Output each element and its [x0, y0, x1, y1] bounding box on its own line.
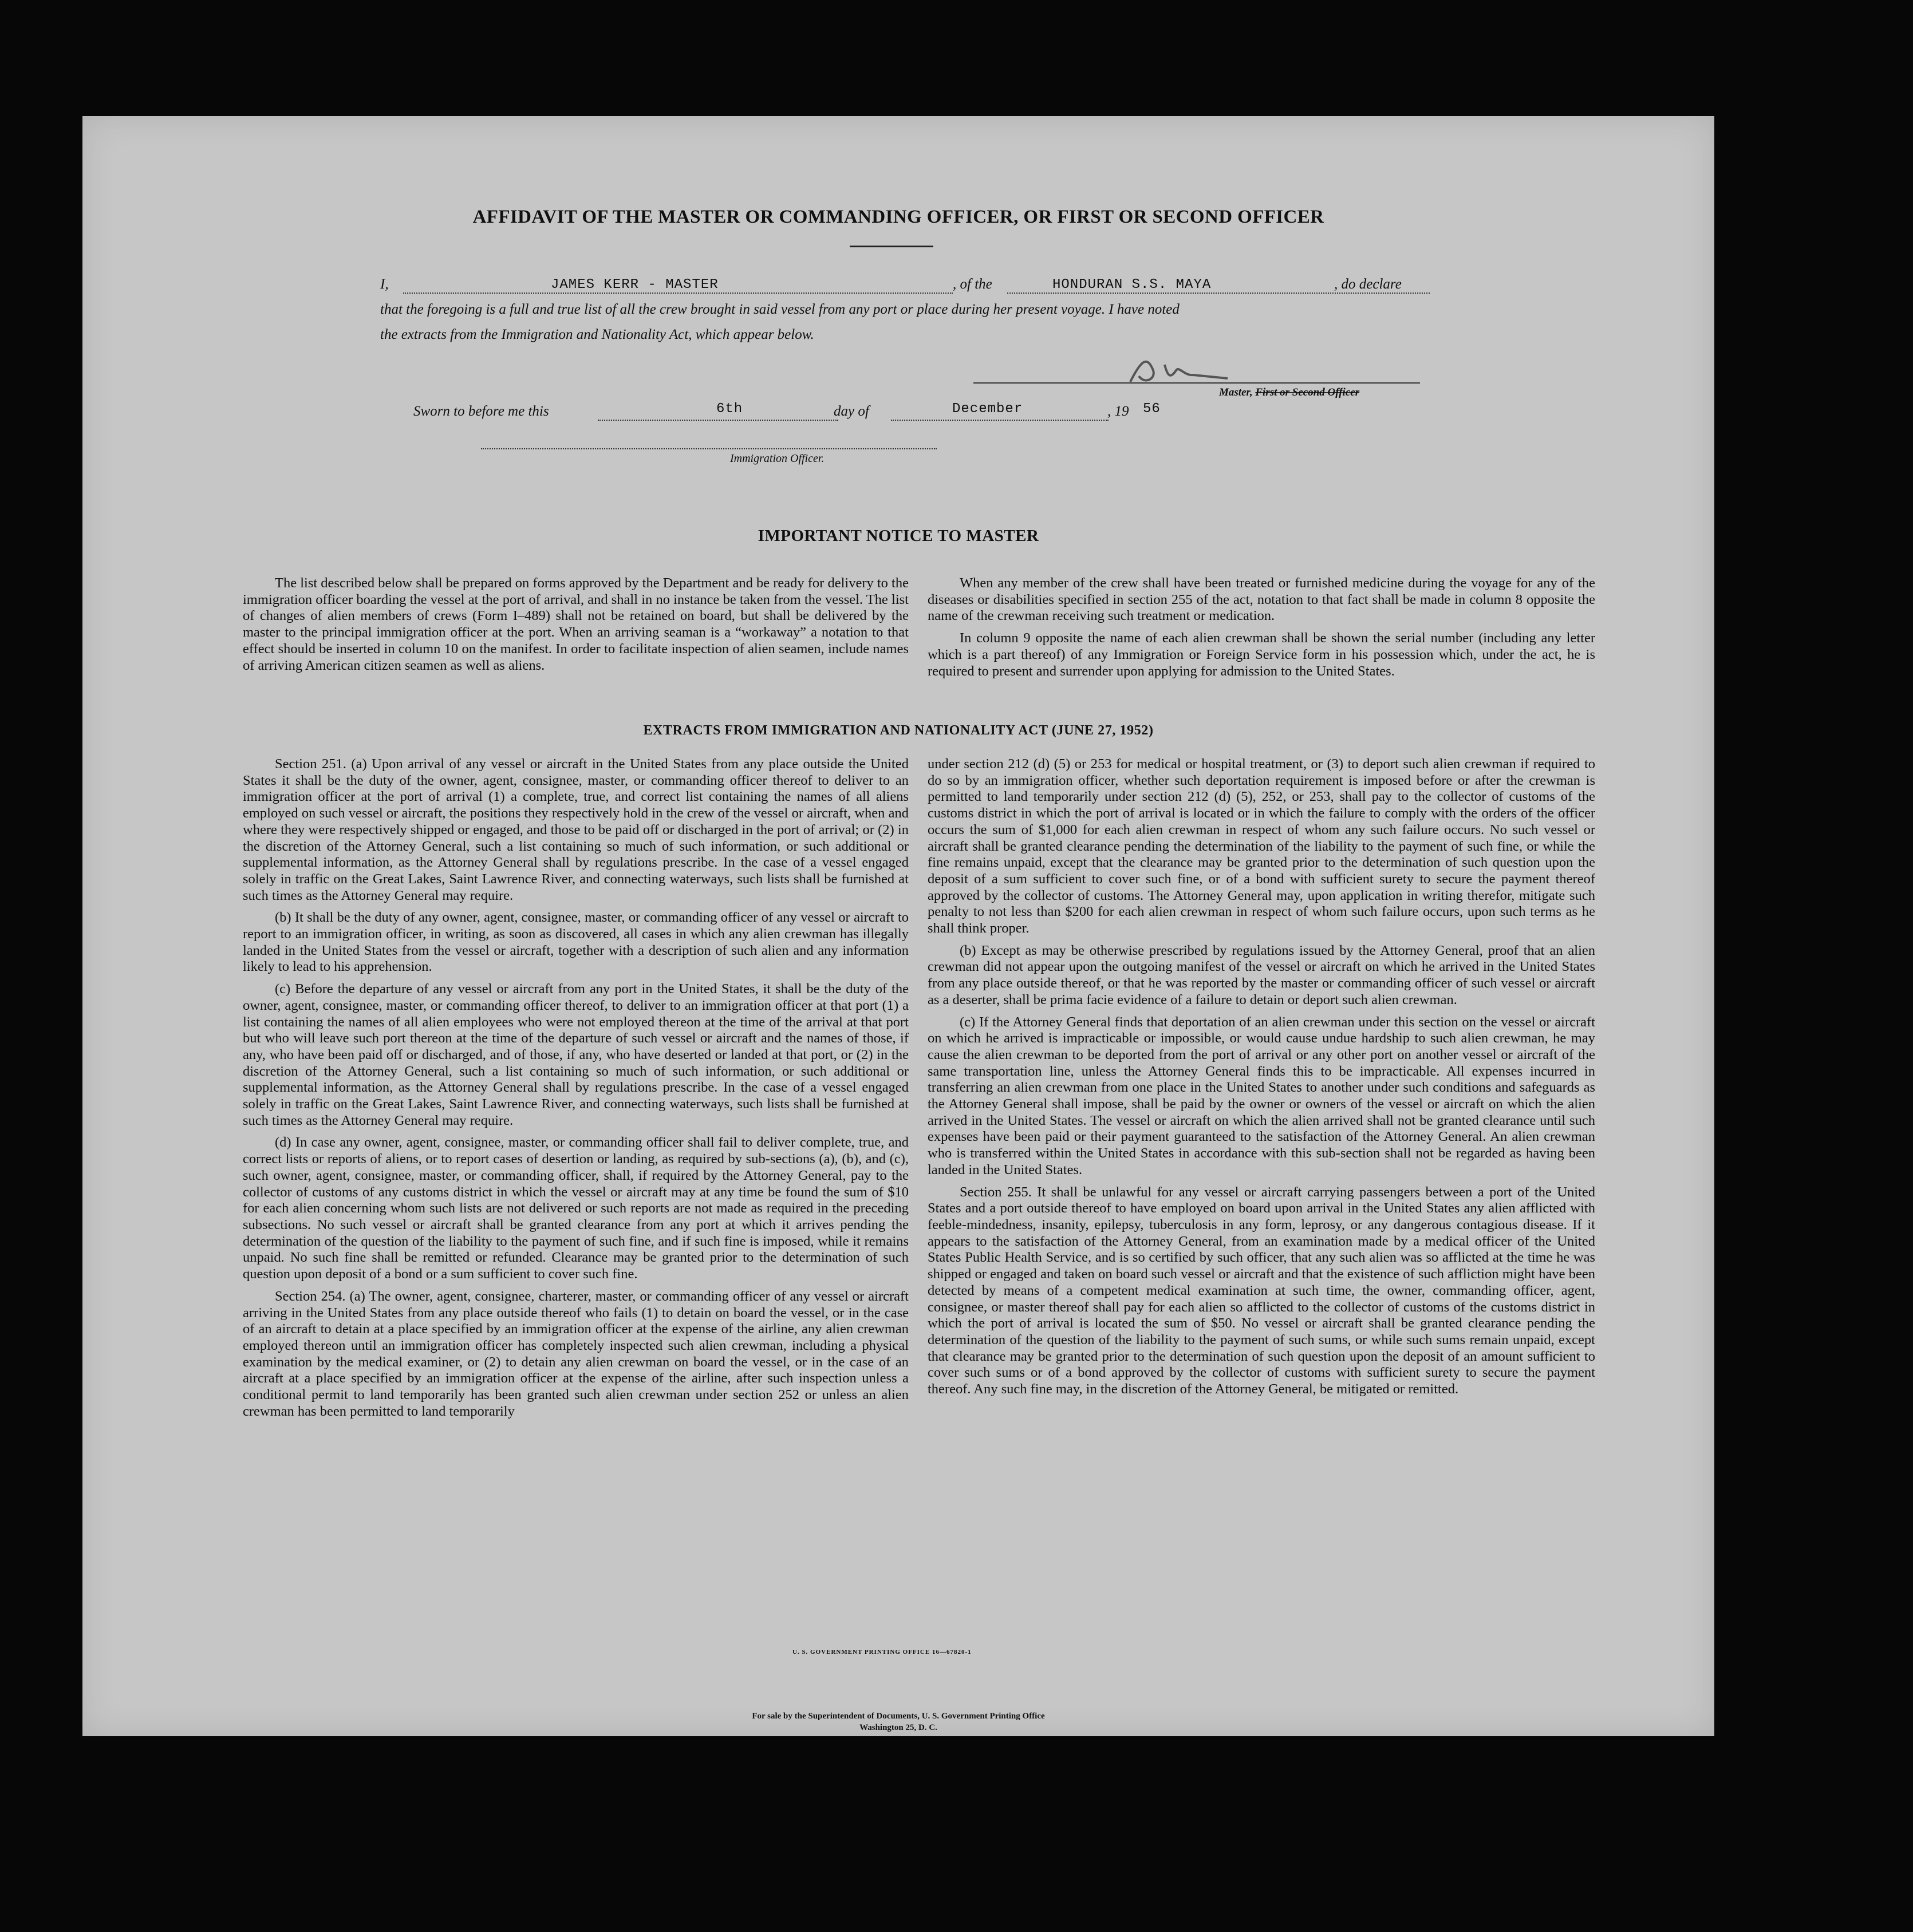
sworn-label: Sworn to before me this — [413, 404, 549, 419]
notice-right-paragraph-2: In column 9 opposite the name of each alien crewman shall be shown the serial number (including any letter which is a part thereof) of any Immigration or Foreign Service form in his possession which, under the act, he is required to present and surrender upon applying for admission to the United States. — [928, 630, 1595, 679]
day-of-label: day of — [834, 404, 869, 419]
day-field[interactable]: 6th — [716, 401, 743, 417]
extract-section-254a: Section 254. (a) The owner, agent, consignee, charterer, master, or commanding officer of any vessel or aircraft arriving in the United States from any place outside thereof who fails (1) to detain on board the vessel, or in the case of an aircraft to detain at a place specified by an immigration officer at the expense of the airline, any alien crewman employed thereon until an immigration officer has completely inspected such alien crewman, including a physical examination by the medical examiner, or (2) to detain any alien crewman on board the vessel, or in the case of an aircraft at a place specified by an immigration officer at the expense of the airline, after such inspection unless a conditional permit to land temporarily has been granted such alien crewman under section 252 or unless an alien crewman has been permitted to land temporarily — [243, 1288, 909, 1419]
immigration-officer-caption: Immigration Officer. — [730, 452, 825, 465]
vessel-name-field[interactable]: HONDURAN S.S. MAYA — [1052, 277, 1212, 293]
notice-left-column — [243, 575, 909, 679]
notice-heading: IMPORTANT NOTICE TO MASTER — [758, 527, 1039, 545]
extract-section-254c: (c) If the Attorney General finds that deportation of an alien crewman under this section on the vessel or aircraft on which he arrived is impracticable or impossible, or would cause undue hardship to such alien crewman, he may cause the alien crewman to be deported from the port of arrival or any other port on another vessel or aircraft of the same transportation line, unless the Attorney General finds this to be impracticable. All expenses incurred in transferring an alien crewman from one place in the United States to another under such conditions and safeguards as the Attorney General shall impose, shall be paid by the owner or owners of the vessel or aircraft on which the alien arrived in the United States. The vessel or aircraft on which the alien arrived shall not be granted clearance until such expenses have been paid or their payment guaranteed to the satisfaction of the Attorney General. An alien crewman who is transferred within the United States in accordance with this sub-section shall not be regarded as having been landed in the United States. — [928, 1014, 1595, 1178]
signer-caption — [1219, 386, 1359, 399]
gpo-imprint: U. S. GOVERNMENT PRINTING OFFICE 16—67820-1 — [792, 1649, 972, 1656]
sale-notice-line-2: Washington 25, D. C. — [859, 1723, 937, 1732]
extract-section-251c: (c) Before the departure of any vessel or aircraft from any port in the United States, it shall be the duty of the owner, agent, consignee, master, or commanding officer thereof, to deliver to an immigration officer at that port (1) a list containing the names of all alien employees who were not employed thereon at the time of the arrival at that port but who will leave such port thereon at the time of the departure of such vessel or aircraft and the names of those, if any, who have been paid off or discharged, and of those, if any, who have deserted or landed at that port, or (2) in the discretion of the Attorney General, such a list containing so much of such information, or such additional or supplemental information, as the Attorney General shall by regulations prescribe. In the case of a vessel engaged solely in traffic on the Great Lakes, Saint Lawrence River, and connecting waterways, such lists shall be furnished at such times as the Attorney General may require. — [243, 981, 909, 1128]
master-name-field[interactable]: JAMES KERR - MASTER — [551, 277, 719, 293]
extracts-heading: EXTRACTS FROM IMMIGRATION AND NATIONALITY ACT (JUNE 27, 1952) — [643, 723, 1154, 738]
extract-section-255: Section 255. It shall be unlawful for any vessel or aircraft carrying passengers between a port of the United States and a port outside thereof to have employed on board upon arrival in the United States any alien afflicted with feeble-mindedness, insanity, epilepsy, tuberculosis in any form, leprosy, or any dangerous contagious disease. If it appears to the satisfaction of the Attorney General, from an examination made by a medical officer of the United States Public Health Service, and is so certified by such officer, that any such alien was so afflicted at the time he was shipped or engaged and taken on board such vessel or aircraft and that the existence of such affliction might have been detected by means of a competent medical examination at such time, the owner, commanding officer, agent, consignee, or master thereof shall pay for each alien so afflicted to the collector of customs of the customs district in which the port of arrival is located the sum of $50. No vessel or aircraft shall be granted clearance pending the determination of the question of the liability to the payment of such sums, or while such sums remain unpaid, except that clearance may be granted prior to the determination of such question upon the deposit of an amount sufficient to cover such sums or of a bond approved by the collector of customs with sufficient surety to secure the payment thereof. Any such fine may, in the discretion of the Attorney General, be mitigated or remitted. — [928, 1184, 1595, 1397]
month-field[interactable]: December — [952, 401, 1023, 417]
heading-rule — [850, 246, 933, 247]
signature-scribble — [1113, 353, 1285, 388]
extracts-left-column — [243, 756, 909, 1425]
i-label: I, — [380, 276, 389, 292]
form-sheet — [82, 116, 1714, 1736]
of-the-label: , of the — [953, 276, 992, 292]
declaration-line-1: that the foregoing is a full and true list of all the crew brought in said vessel from any port or place during her present voyage. I have noted — [380, 302, 1180, 317]
notice-left-paragraph: The list described below shall be prepared on forms approved by the Department and be ready for delivery to the immigration officer boarding the vessel at the port of arrival, and shall in no instance be taken from the vessel. The list of changes of alien members of crews (Form I–489) shall not be retained on board, but shall be delivered by the master to the principal immigration officer at the port. When an arriving seaman is a “workaway” a notation to that effect should be inserted in column 10 on the manifest. In order to facilitate inspection of alien seamen, include names of arriving American citizen seamen as well as aliens. — [243, 575, 909, 673]
extracts-right-column — [928, 756, 1595, 1404]
do-declare-label: , do declare — [1334, 276, 1402, 292]
notice-right-paragraph-1: When any member of the crew shall have been treated or furnished medicine during the voyage for any of the diseases or disabilities specified in section 255 of the act, notation to that fact shall be made in column 8 opposite the name of the crewman receiving such treatment or medication. — [928, 575, 1595, 624]
extract-section-251a: Section 251. (a) Upon arrival of any vessel or aircraft in the United States from any place outside the United States it shall be the duty of the owner, agent, consignee, master, or commanding officer thereof to deliver to an immigration officer at the port of arrival (1) a complete, true, and correct list containing the names of all aliens employed on such vessel or aircraft, the positions they respectively hold in the crew of the vessel or aircraft, when and where they were respectively shipped or engaged, and those to be paid off or discharged in the port of arrival; or (2) in the discretion of the Attorney General, such a list containing so much of such information, or such additional or supplemental information, as the Attorney General shall by regulations prescribe. In the case of a vessel engaged solely in traffic on the Great Lakes, Saint Lawrence River, and connecting waterways, such lists shall be furnished at such times as the Attorney General may require. — [243, 756, 909, 903]
year-field[interactable]: 56 — [1143, 401, 1161, 417]
declaration-line-2: the extracts from the Immigration and Nationality Act, which appear below. — [380, 327, 814, 342]
extract-section-254b: (b) Except as may be otherwise prescribed by regulations issued by the Attorney General, proof that an alien crewman did not appear upon the outgoing manifest of the vessel or aircraft on which he arrived in the United States from any place outside thereof, or that he was reported by the master or commanding officer of such vessel or aircraft as a deserter, shall be prima facie evidence of a failure to detain or deport such alien crewman. — [928, 942, 1595, 1008]
signer-caption-struck: First or Second Officer — [1255, 386, 1360, 398]
extract-section-254a-cont: under section 212 (d) (5) or 253 for medical or hospital treatment, or (3) to deport such alien crewman if required to do so by an immigration officer, whether such deportation requirement is imposed before or after the crewman is permitted to land temporarily under section 212 (d) (5), 252, or 253, shall pay to the collector of customs of the customs district in which the port of arrival is located or in which the failure to comply with the orders of the officer occurs the sum of $1,000 for each alien crewman in respect of whom any such failure occurs. No such vessel or aircraft shall be granted clearance pending the determination of the liability to the payment of such fine, or while the fine remains unpaid, except that the clearance may be granted prior to the determination of such question upon the deposit of a sum sufficient to cover such fine, or of a bond with sufficient surety to secure the payment thereof approved by the collector of customs. The Attorney General may, upon application in writing therefor, mitigate such penalty to not less than $200 for each alien crewman in respect of whom such failure occurs, upon such terms as he shall think proper. — [928, 756, 1595, 937]
signer-caption-master: Master, — [1219, 386, 1253, 398]
day-field-line — [598, 420, 838, 421]
officer-signature-line — [481, 448, 937, 449]
month-field-line — [891, 420, 1109, 421]
sale-notice — [82, 1710, 1714, 1733]
extract-section-251b: (b) It shall be the duty of any owner, agent, consignee, master, or commanding officer of any vessel or aircraft to report to an immigration officer, in writing, as soon as discovered, all cases in which any alien crewman has illegally landed in the United States from the vessel or aircraft, together with a description of such alien and any information likely to lead to his apprehension. — [243, 910, 909, 975]
name-field-line — [403, 293, 953, 294]
extract-section-251d: (d) In case any owner, agent, consignee, master, or commanding officer shall fail to deliver complete, true, and correct lists or reports of aliens, or to report cases of desertion or landing, as required by sub-sections (a), (b), and (c), such owner, agent, consignee, master, or commanding officer, shall, if required by the Attorney General, pay to the collector of customs of any customs district in which the vessel or aircraft may at any time be found the sum of $10 for each alien concerning whom such lists are not delivered or such reports are not made as required in the preceding subsections. No such vessel or aircraft shall be granted clearance from any port at which it arrives pending the determination of the question of the liability to the payment of such fine, and if such fine is imposed, while it remains unpaid. No such fine shall be remitted or refunded. Clearance may be granted prior to the determination of such question upon deposit of a bond or a sum sufficient to cover such fine. — [243, 1135, 909, 1282]
vessel-field-line — [1007, 293, 1430, 294]
notice-right-column — [928, 575, 1595, 685]
sale-notice-line-1: For sale by the Superintendent of Documents, U. S. Government Printing Office — [752, 1712, 1045, 1721]
affidavit-heading: AFFIDAVIT OF THE MASTER OR COMMANDING OFFICER, OR FIRST OR SECOND OFFICER — [472, 207, 1324, 227]
year-prefix: , 19 — [1107, 404, 1129, 419]
